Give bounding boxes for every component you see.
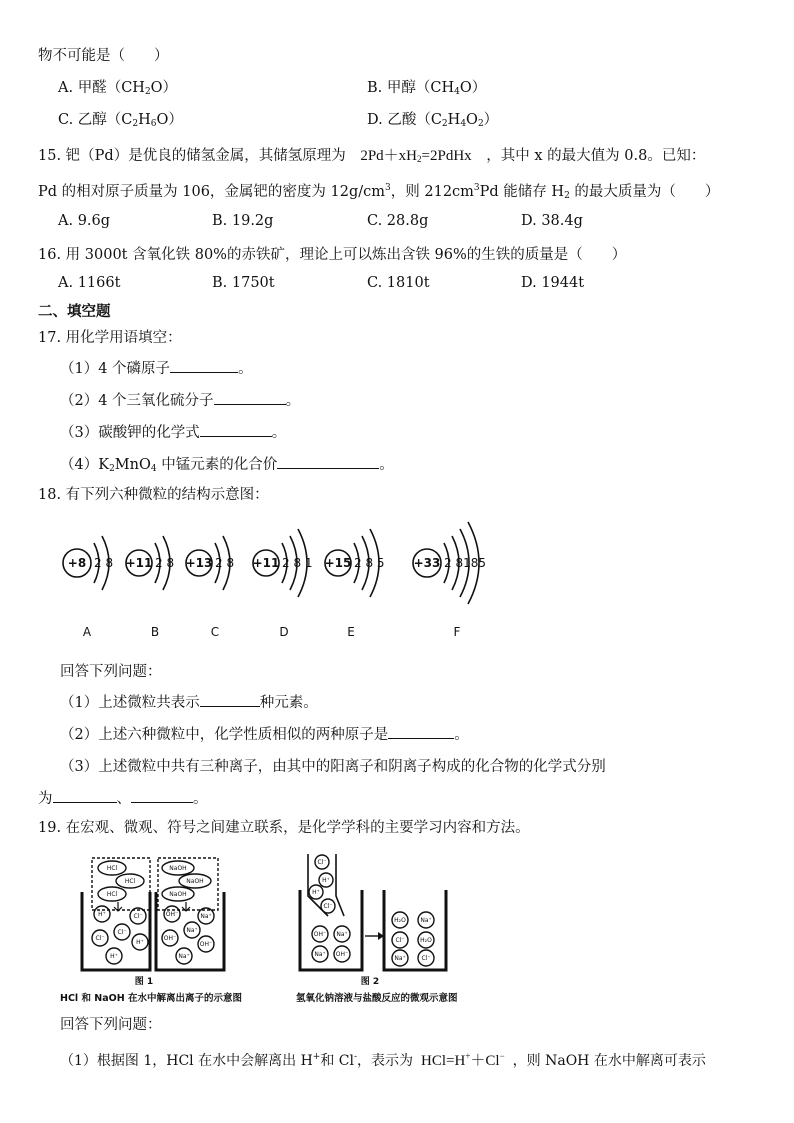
svg-text:OH⁻: OH⁻: [313, 931, 327, 938]
svg-text:H⁺: H⁺: [312, 889, 320, 896]
q18-stem: 18. 有下列六种微粒的结构示意图：: [38, 487, 269, 503]
svg-text:Na⁺: Na⁺: [178, 953, 190, 960]
answer-blank[interactable]: [53, 788, 117, 803]
svg-text:H⁺: H⁺: [322, 877, 330, 884]
electron-shells-c: 2 8: [215, 556, 235, 570]
figure1-caption: HCl 和 NaOH 在水中解离出离子的示意图: [60, 993, 242, 1004]
svg-text:Na⁺: Na⁺: [394, 955, 406, 962]
answer-blank[interactable]: [170, 358, 238, 373]
q18-answer-intro: 回答下列问题：: [60, 664, 162, 680]
atom-label-e: E: [347, 625, 355, 639]
svg-text:H₂O: H₂O: [394, 917, 406, 924]
svg-text:Na⁺: Na⁺: [200, 913, 212, 920]
answer-blank[interactable]: [200, 692, 260, 707]
electron-shells-e: 2 8 5: [354, 556, 385, 570]
q15-option-b[interactable]: B. 19.2g: [212, 213, 274, 229]
nucleus-charge-d: +11: [252, 556, 280, 570]
q15-option-c[interactable]: C. 28.8g: [367, 213, 429, 229]
svg-text:H⁺: H⁺: [136, 939, 144, 946]
q15-option-d[interactable]: D. 38.4g: [521, 213, 583, 229]
svg-text:Cl⁻: Cl⁻: [317, 859, 327, 866]
q18-part2: （2）上述六种微粒中，化学性质相似的两种原子是 。: [60, 723, 469, 744]
q14-option-c[interactable]: C. 乙醇$(C_2H_6O)$: [58, 112, 183, 129]
q14-option-a[interactable]: A. 甲醛$(CH_2O)$: [58, 80, 178, 97]
svg-text:OH⁻: OH⁻: [335, 951, 349, 958]
atom-label-b: B: [150, 625, 160, 639]
q16-option-a[interactable]: A. 1166t: [58, 275, 121, 291]
svg-text:Cl⁻: Cl⁻: [323, 903, 333, 910]
svg-text:NaOH: NaOH: [186, 878, 204, 885]
q15-option-a[interactable]: A. 9.6g: [58, 213, 111, 229]
nucleus-charge-e: +15: [324, 556, 352, 570]
svg-text:OH⁻: OH⁻: [165, 911, 179, 918]
q14-stem-end: 物不可能是（ ）: [38, 48, 169, 64]
svg-text:NaOH: NaOH: [169, 865, 187, 872]
q16-stem: 16. 用 3000t 含氧化铁 80%的赤铁矿，理论上可以炼出含铁 96%的生铁的质量是（ ）: [38, 247, 627, 263]
electron-shells-d: 2 8 1: [282, 556, 313, 570]
electron-shells-f: 2 8185: [444, 556, 486, 570]
nucleus-charge-a: +8: [67, 556, 87, 570]
atom-label-a: A: [82, 625, 92, 639]
atom-label-f: F: [453, 625, 461, 639]
svg-text:H⁺: H⁺: [110, 953, 118, 960]
answer-blank[interactable]: [131, 788, 193, 803]
figure2-label: 图 2: [360, 977, 380, 987]
svg-text:OH⁻: OH⁻: [199, 941, 213, 948]
q16-option-b[interactable]: B. 1750t: [212, 275, 275, 291]
q19-answer-intro: 回答下列问题：: [60, 1017, 162, 1033]
answer-blank[interactable]: [214, 390, 286, 405]
q14-option-b[interactable]: B. 甲醇$(CH_4O)$: [367, 80, 487, 97]
ionization-diagrams: [60, 850, 500, 1005]
figure2-caption: 氢氧化钠溶液与盐酸反应的微观示意图: [296, 993, 458, 1004]
q19-equation: HCl=H+＋Cl−: [421, 1051, 505, 1069]
section-title: 二、填空题: [38, 304, 111, 320]
q17-part2: （2）4 个三氧化硫分子 。: [60, 389, 300, 410]
answer-blank[interactable]: [200, 422, 272, 437]
svg-text:Cl⁻: Cl⁻: [395, 937, 405, 944]
svg-text:Cl⁻: Cl⁻: [117, 929, 127, 936]
electron-shells-b: 2 8: [155, 556, 175, 570]
svg-text:Na⁺: Na⁺: [420, 917, 432, 924]
q18-part3-cont: 为 、 。: [38, 787, 208, 808]
atom-label-d: D: [279, 625, 289, 639]
answer-blank[interactable]: [388, 724, 454, 739]
q14-option-d[interactable]: D. 乙酸$(C_2H_4O_2)$: [367, 112, 499, 129]
q15-stem-line2: Pd 的相对原子质量为 106，金属钯的密度为 $12g/cm^3$，则 $212cm^3Pd$ 能储存 $H_2$ 的最大质量为（ ）: [38, 183, 720, 201]
q16-option-d[interactable]: D. 1944t: [521, 275, 585, 291]
nucleus-charge-c: +13: [185, 556, 213, 570]
q18-part1: （1）上述微粒共表示 种元素。: [60, 691, 318, 712]
svg-text:Na⁺: Na⁺: [186, 927, 198, 934]
q15-stem: 15. 钯（Pd）是优良的储氢金属，其储氢原理为 $2Pd+xH_2=2PdHx$ ，其中 x 的最大值为 0.8。已知：: [38, 148, 706, 164]
svg-text:Cl⁻: Cl⁻: [133, 913, 143, 920]
svg-text:HCl: HCl: [124, 878, 136, 885]
electron-shells-a: 2 8: [94, 556, 114, 570]
svg-text:HCl: HCl: [106, 865, 118, 872]
atom-label-c: C: [210, 625, 220, 639]
svg-text:H⁺: H⁺: [98, 911, 106, 918]
svg-text:Na⁺: Na⁺: [314, 951, 326, 958]
svg-text:H₂O: H₂O: [420, 937, 432, 944]
svg-text:Cl⁻: Cl⁻: [421, 955, 431, 962]
nucleus-charge-b: +11: [125, 556, 153, 570]
svg-text:OH⁻: OH⁻: [163, 935, 177, 942]
q15-equation: $2Pd+xH_2=2PdHx$: [360, 148, 472, 164]
q17-part1: （1）4 个磷原子 。: [60, 357, 253, 378]
q19-stem: 19. 在宏观、微观、符号之间建立联系，是化学学科的主要学习内容和方法。: [38, 820, 530, 836]
q17-part3: （3）碳酸钾的化学式 。: [60, 421, 286, 442]
svg-text:Cl⁻: Cl⁻: [95, 935, 105, 942]
svg-text:HCl: HCl: [106, 891, 118, 898]
q16-option-c[interactable]: C. 1810t: [367, 275, 430, 291]
nucleus-charge-f: +33: [413, 556, 441, 570]
figure1-label: 图 1: [134, 977, 154, 987]
q19-part1: （1）根据图 1，HCl 在水中会解离出 H+和 Cl-，表示为 HCl=H+＋Cl− ，则 NaOH 在水中解离可表示: [60, 1051, 706, 1069]
q18-part3: （3）上述微粒中共有三种离子，由其中的阳离子和阴离子构成的化合物的化学式分别: [60, 759, 606, 775]
svg-text:NaOH: NaOH: [169, 891, 187, 898]
atom-structure-diagrams: [40, 510, 540, 645]
q17-stem: 17. 用化学用语填空：: [38, 330, 182, 346]
q17-part4: $(4)K_2MnO_4$ 中锰元素的化合价 。: [60, 453, 394, 474]
svg-text:Na⁺: Na⁺: [336, 931, 348, 938]
answer-blank[interactable]: [277, 454, 379, 469]
